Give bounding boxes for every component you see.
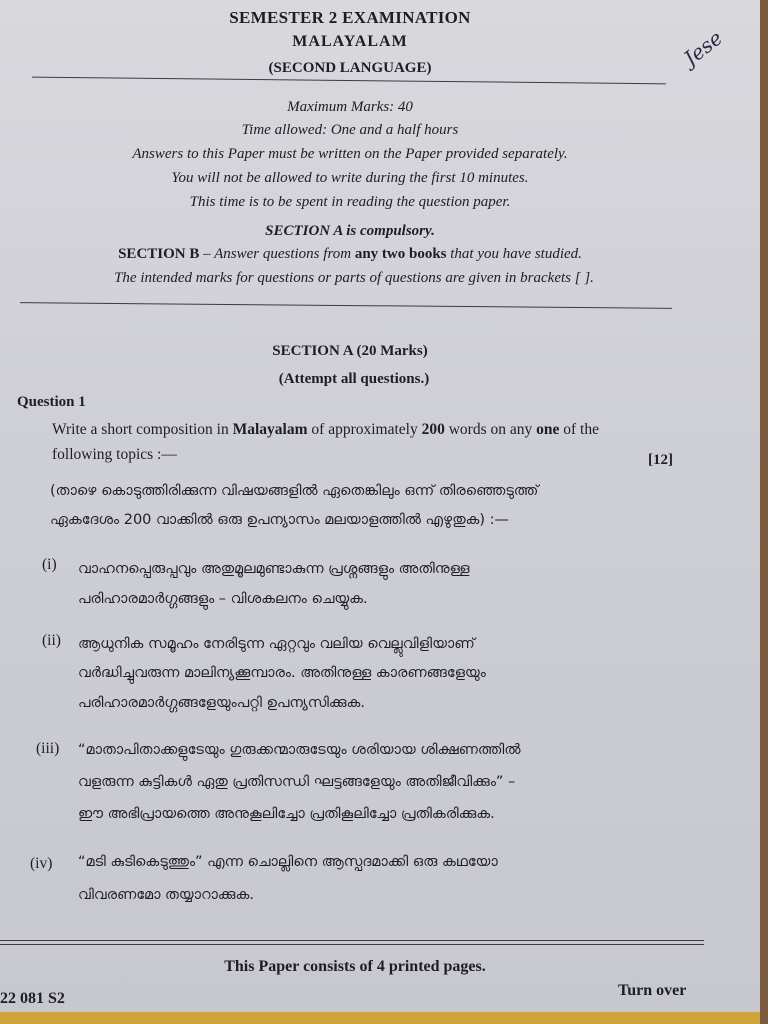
footer-divider-2 bbox=[0, 944, 704, 945]
question-text bbox=[52, 417, 682, 443]
subject-title: MALAYALAM bbox=[292, 33, 408, 50]
q-text-b: Malayalam bbox=[232, 421, 308, 438]
topic-i-line-2: പരിഹാരമാർഗ്ഗങ്ങളും – വിശകലനം ചെയ്യുക. bbox=[78, 591, 368, 607]
q-text-c: of approximately bbox=[307, 421, 422, 438]
section-b-text: – Answer questions from bbox=[199, 246, 355, 262]
question-marks: [12] bbox=[648, 452, 673, 468]
topic-number: (iii) bbox=[36, 740, 60, 757]
page-count: This Paper consists of 4 printed pages. bbox=[224, 958, 486, 975]
topic-iii-line-2: വളരുന്ന കുട്ടികൾ ഏതു പ്രതിസന്ധി ഘട്ടങ്ങളേയും അതിജീവിക്കും” – bbox=[78, 774, 516, 790]
instructions-divider bbox=[20, 302, 672, 309]
section-b-bold: any two books bbox=[354, 246, 447, 262]
max-marks: Maximum Marks: 40 bbox=[287, 99, 413, 115]
instruction-line-3: This time is to be spent in reading the question paper. bbox=[189, 194, 511, 210]
q-text-g: of the bbox=[559, 421, 599, 438]
instruction-section-b bbox=[0, 246, 700, 263]
section-b-label: SECTION B bbox=[118, 246, 200, 262]
topic-iv-line-2: വിവരണമോ തയ്യാറാക്കുക. bbox=[78, 887, 254, 903]
subject-subtitle: (SECOND LANGUAGE) bbox=[268, 60, 432, 76]
question-ml-line-1: (താഴെ കൊടുത്തിരിക്കുന്ന വിഷയങ്ങളിൽ ഏതെങ്കിലും ഒന്ന് തിരഞ്ഞെടുത്ത് bbox=[50, 483, 539, 499]
q-text-e: words on any bbox=[444, 421, 537, 438]
exam-title: SEMESTER 2 EXAMINATION bbox=[229, 8, 471, 27]
footer-divider-1 bbox=[0, 940, 704, 941]
topic-ii-line-2: വർദ്ധിച്ചുവരുന്ന മാലിന്യക്കൂമ്പാരം. അതിനുള്ള കാരണങ്ങളേയും bbox=[78, 665, 486, 681]
time-allowed: Time allowed: One and a half hours bbox=[241, 122, 459, 138]
instruction-line-6: The intended marks for questions or parts of questions are given in brackets [ ]. bbox=[114, 270, 594, 286]
handwritten-signature: Jese bbox=[679, 25, 727, 71]
paper-code: 22 081 S2 bbox=[0, 990, 65, 1007]
instruction-line-2: You will not be allowed to write during the first 10 minutes. bbox=[171, 170, 529, 186]
header-divider bbox=[32, 77, 666, 85]
topic-ii-line-3: പരിഹാരമാർഗ്ഗങ്ങളേയുംപറ്റി ഉപന്യസിക്കുക. bbox=[78, 695, 365, 711]
section-b-tail: that you have studied. bbox=[446, 246, 582, 262]
topic-number: (i) bbox=[42, 556, 57, 573]
q-text-d: 200 bbox=[421, 421, 445, 438]
topic-number: (iv) bbox=[30, 855, 53, 872]
topic-ii-line-1: ആധുനിക സമൂഹം നേരിടുന്ന ഏറ്റവും വലിയ വെല്ലുവിളിയാണ് bbox=[78, 636, 475, 652]
topic-number: (ii) bbox=[42, 632, 61, 649]
table-edge bbox=[0, 1012, 760, 1024]
topic-iii-line-1: “മാതാപിതാക്കളുടേയും ഗുരുക്കന്മാരുടേയും ശരിയായ ശിക്ഷണത്തിൽ bbox=[78, 742, 521, 758]
question-label: Question 1 bbox=[17, 394, 86, 410]
topic-iv-line-1: “മടി കുടികെടുത്തും” എന്ന ചൊല്ലിനെ ആസ്പദമാക്കി ഒരു കഥയോ bbox=[78, 854, 498, 870]
instruction-line-1: Answers to this Paper must be written on the Paper provided separately. bbox=[132, 146, 568, 162]
turn-over: Turn over bbox=[618, 982, 687, 999]
instruction-line-4: SECTION A is compulsory. bbox=[265, 223, 435, 239]
q-text-a: Write a short composition in bbox=[52, 421, 233, 438]
question-ml-line-2: ഏകദേശം 200 വാക്കിൽ ഒരു ഉപന്യാസം മലയാളത്തിൽ എഴുതുക) :— bbox=[50, 512, 510, 528]
section-a-subtitle: (Attempt all questions.) bbox=[278, 371, 430, 387]
q-text-f: one bbox=[536, 421, 560, 438]
question-text-line-2: following topics :— bbox=[52, 446, 177, 463]
topic-i-line-1: വാഹനപ്പെരുപ്പവും അതുമൂലമുണ്ടാകുന്ന പ്രശ്നങ്ങളും അതിനുള്ള bbox=[78, 561, 470, 577]
section-a-title: SECTION A (20 Marks) bbox=[272, 343, 428, 359]
topic-iii-line-3: ഈ അഭിപ്രായത്തെ അനുകൂലിച്ചോ പ്രതികൂലിച്ചോ പ്രതികരിക്കുക. bbox=[78, 806, 495, 822]
